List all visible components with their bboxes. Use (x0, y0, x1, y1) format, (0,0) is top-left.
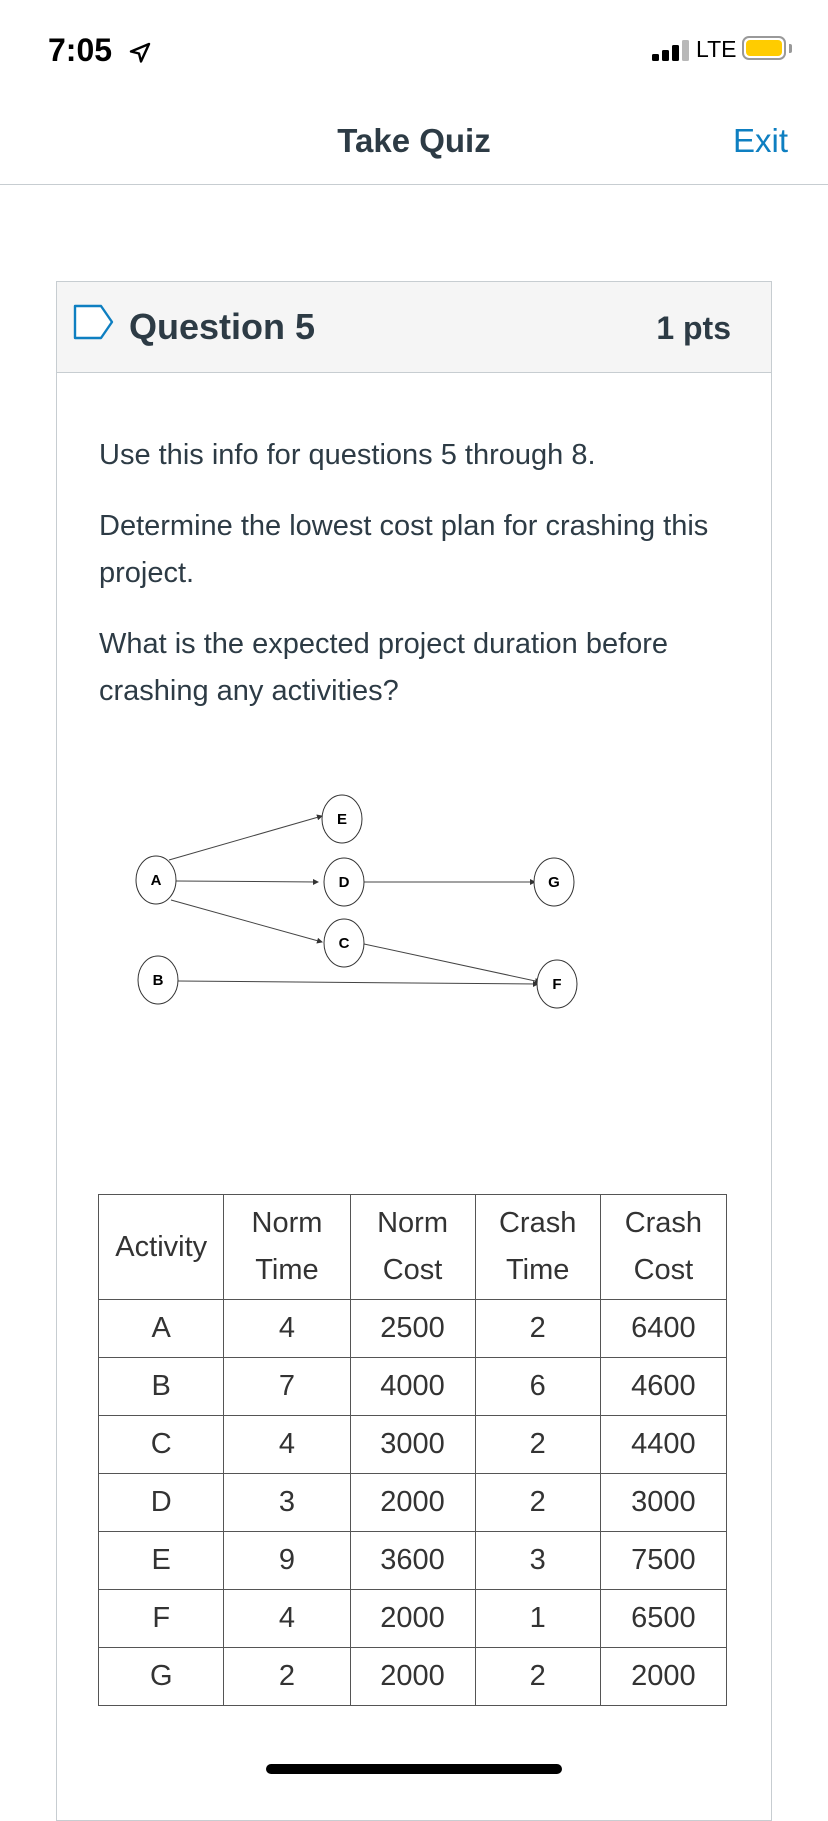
table-cell: 7 (224, 1358, 350, 1416)
table-cell: 2 (475, 1416, 600, 1474)
table-cell: 4 (224, 1300, 350, 1358)
table-row (99, 1358, 727, 1416)
table-cell: 4 (224, 1416, 350, 1474)
table-cell: A (99, 1300, 224, 1358)
question-header (57, 282, 771, 373)
table-cell: 6400 (600, 1300, 726, 1358)
node-label: D (338, 874, 350, 891)
table-cell: 2 (475, 1648, 600, 1706)
table-cell: 2000 (350, 1474, 475, 1532)
table-cell: D (99, 1474, 224, 1532)
battery-icon (742, 36, 786, 60)
table-cell: 6 (475, 1358, 600, 1416)
table-row (99, 1648, 727, 1706)
table-cell: E (99, 1532, 224, 1590)
table-cell: B (99, 1358, 224, 1416)
question-paragraph: Use this info for questions 5 through 8. (99, 439, 596, 471)
table-cell: 2000 (600, 1648, 726, 1706)
column-header: Crash Cost (600, 1195, 726, 1300)
node-label: A (150, 872, 162, 889)
node-f (537, 960, 577, 1008)
table-cell: 3600 (350, 1532, 475, 1590)
table-cell: 6500 (600, 1590, 726, 1648)
question-points: 1 pts (656, 310, 731, 346)
node-label: F (552, 976, 562, 993)
table-cell: G (99, 1648, 224, 1706)
table-cell: 2 (224, 1648, 350, 1706)
question-text (99, 432, 729, 739)
node-label: B (152, 972, 164, 989)
column-header: Norm Cost (350, 1195, 475, 1300)
battery-nub (789, 44, 792, 53)
edge-a-e (169, 816, 322, 860)
table-row (99, 1590, 727, 1648)
table-cell: C (99, 1416, 224, 1474)
table-cell: 2000 (350, 1648, 475, 1706)
flag-question-icon[interactable] (73, 304, 115, 342)
edge-b-f (178, 981, 538, 984)
network-type: LTE (696, 36, 737, 62)
table-cell: F (99, 1590, 224, 1648)
status-time (48, 32, 151, 69)
table-cell: 9 (224, 1532, 350, 1590)
question-title: Question 5 (129, 306, 316, 347)
page-title: Take Quiz (337, 122, 491, 159)
status-time-text: 7:05 (48, 32, 113, 68)
node-e (322, 795, 362, 843)
table-cell: 4600 (600, 1358, 726, 1416)
home-indicator[interactable] (266, 1764, 562, 1774)
location-arrow-icon (129, 42, 151, 64)
table-row (99, 1300, 727, 1358)
node-g (534, 858, 574, 906)
column-header: Crash Time (475, 1195, 600, 1300)
table-cell: 2 (475, 1300, 600, 1358)
nav-bar (0, 100, 828, 185)
table-row (99, 1416, 727, 1474)
node-c (324, 919, 364, 967)
table-cell: 1 (475, 1590, 600, 1648)
node-label: C (338, 935, 350, 952)
column-header: Norm Time (224, 1195, 350, 1300)
table-cell: 3000 (600, 1474, 726, 1532)
table-cell: 3 (224, 1474, 350, 1532)
edge-a-c (171, 900, 322, 942)
node-label: G (548, 874, 560, 891)
question-paragraph: What is the expected project duration before crashing any activities? (99, 628, 669, 707)
status-bar (0, 0, 828, 100)
table-cell: 4400 (600, 1416, 726, 1474)
network-diagram (120, 780, 600, 1040)
table-cell: 4000 (350, 1358, 475, 1416)
question-paragraph: Determine the lowest cost plan for crashing this project. (99, 510, 709, 589)
column-header: Activity (99, 1195, 224, 1300)
table-header-row (99, 1195, 727, 1300)
table-cell: 4 (224, 1590, 350, 1648)
table-cell: 2 (475, 1474, 600, 1532)
table-cell: 7500 (600, 1532, 726, 1590)
edge-a-d (176, 881, 318, 882)
node-b (138, 956, 178, 1004)
node-a (136, 856, 176, 904)
table-cell: 2000 (350, 1590, 475, 1648)
table-row (99, 1474, 727, 1532)
table-cell: 2500 (350, 1300, 475, 1358)
table-cell: 3 (475, 1532, 600, 1590)
edge-c-f (364, 944, 540, 982)
table-row (99, 1532, 727, 1590)
signal-icon (652, 39, 690, 61)
node-d (324, 858, 364, 906)
node-label: E (336, 811, 348, 828)
activity-table (98, 1194, 727, 1706)
table-cell: 3000 (350, 1416, 475, 1474)
exit-button[interactable]: Exit (732, 122, 788, 159)
